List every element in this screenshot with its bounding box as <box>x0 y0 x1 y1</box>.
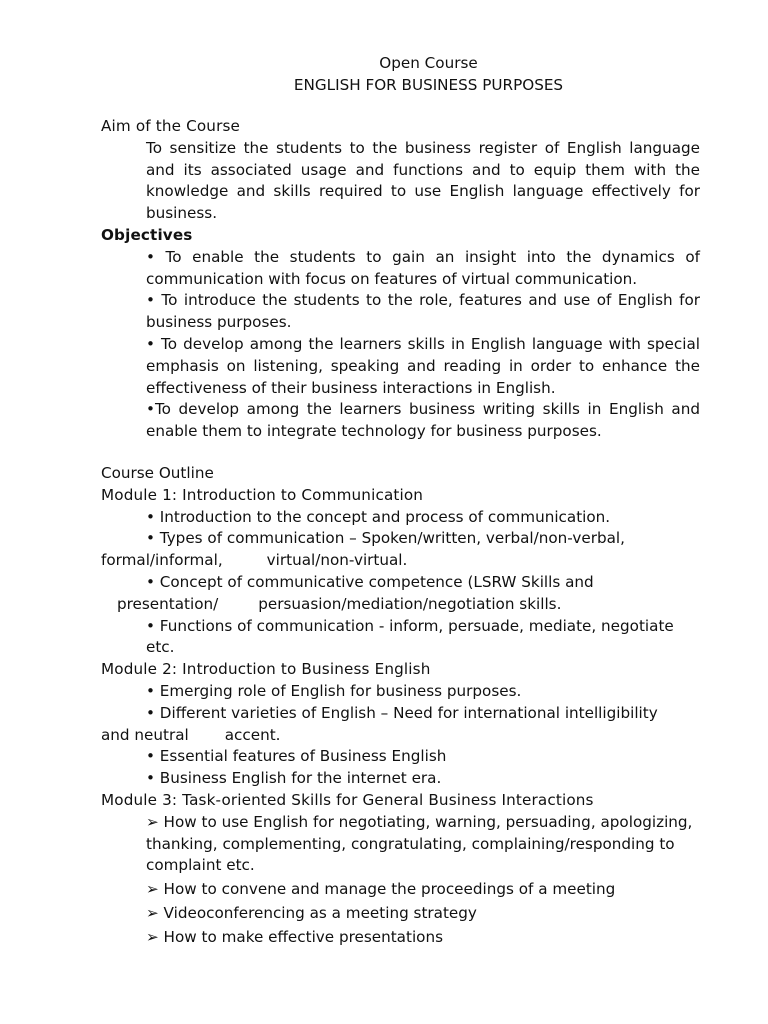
list-item-continued: and neutral accent. <box>101 725 281 744</box>
module-3-heading: Module 3: Task-oriented Skills for General Business Interactions <box>101 790 594 809</box>
module-2-list <box>101 681 700 790</box>
module-1-list <box>101 507 700 660</box>
title-line-1: Open Course <box>379 54 478 72</box>
list-item: • Essential features of Business English <box>146 747 447 766</box>
list-item-continued: formal/informal, virtual/non-virtual. <box>101 551 408 570</box>
list-item: • Types of communication – Spoken/written, verbal/non-verbal, <box>146 529 625 548</box>
list-item: ➢ How to convene and manage the proceedings of a meeting <box>146 880 616 899</box>
list-item: ➢ Videoconferencing as a meeting strategy <box>146 903 477 922</box>
objective-item: • To develop among the learners skills in English language with special emphasis on listening, speaking and reading in order to enhance the effectiveness of their business interactions in English. <box>146 334 700 397</box>
objectives-list <box>101 247 700 443</box>
list-item: ➢ How to use English for negotiating, warning, persuading, apologizing, thanking, complementing, congratulating, complaining/responding to complaint etc. <box>146 812 693 875</box>
module-1-heading: Module 1: Introduction to Communication <box>101 485 424 504</box>
list-item: • Introduction to the concept and process of communication. <box>146 507 611 526</box>
course-outline-heading: Course Outline <box>101 463 214 482</box>
objectives-heading: Objectives <box>101 225 193 244</box>
aim-heading: Aim of the Course <box>101 117 241 135</box>
list-item: • Functions of communication - inform, persuade, mediate, negotiate etc. <box>146 616 674 657</box>
list-item-continued: presentation/ persuasion/mediation/negotiation skills. <box>117 594 562 613</box>
list-item: • Concept of communicative competence (LSRW Skills and <box>146 572 594 591</box>
aim-text: To sensitize the students to the business register of English language and its associated usage and functions and to equip them with the knowledge and skills required to use English language effectively for business. <box>146 138 700 223</box>
objective-item: •To develop among the learners business writing skills in English and enable them to integrate technology for business purposes. <box>146 400 700 441</box>
module-3-list <box>101 812 700 949</box>
module-2-heading: Module 2: Introduction to Business English <box>101 660 431 679</box>
objective-item: • To introduce the students to the role, features and use of English for business purposes. <box>146 291 700 332</box>
document-title <box>129 52 728 96</box>
objective-item: • To enable the students to gain an insight into the dynamics of communication with focus on features of virtual communication. <box>146 247 700 288</box>
list-item: • Emerging role of English for business purposes. <box>146 681 522 700</box>
list-item: • Different varieties of English – Need for international intelligibility <box>146 703 658 722</box>
list-item: ➢ How to make effective presentations <box>146 927 443 946</box>
title-line-2: ENGLISH FOR BUSINESS PURPOSES <box>293 76 564 94</box>
list-item: • Business English for the internet era. <box>146 769 442 788</box>
